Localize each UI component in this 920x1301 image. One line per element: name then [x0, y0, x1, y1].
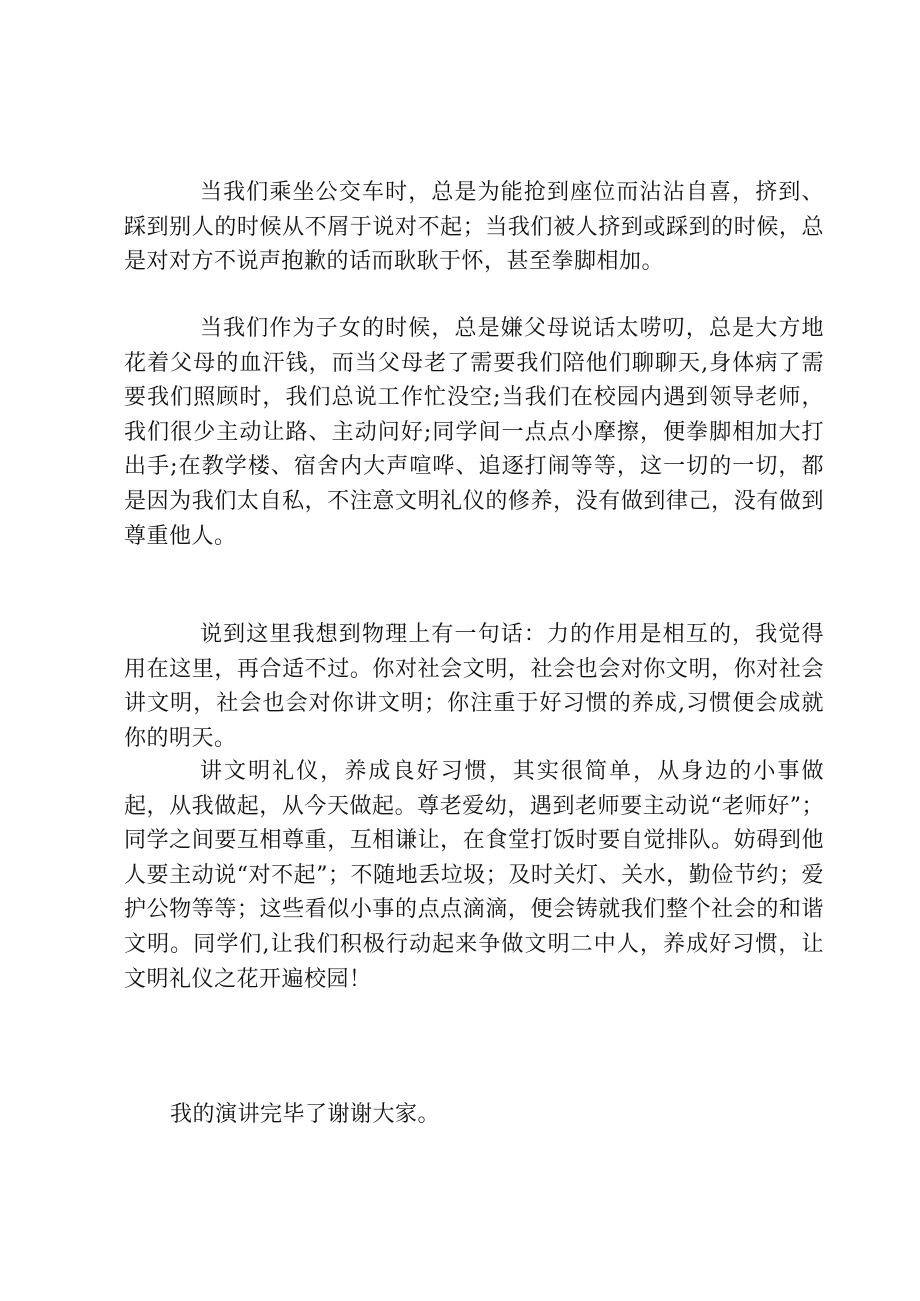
paragraph-physics-analogy: 说到这里我想到物理上有一句话：力的作用是相互的，我觉得用在这里，再合适不过。你对社会文明，社会也会对你文明，你对社会讲文明，社会也会对你讲文明；你注重于好习惯的养成,习惯便会成就你的明天。 [124, 622, 824, 751]
paragraph-call-to-action: 讲文明礼仪，养成良好习惯，其实很简单，从身边的小事做起，从我做起，从今天做起。尊老爱幼，遇到老师要主动说“老师好”；同学之间要互相尊重，互相谦让，在食堂打饭时要自觉排队。妨碍到他人要主动说“对不起”；不随地丢垃圾；及时关灯、关水，勤俭节约；爱护公物等等；这些看似小事的点点滴滴，便会铸就我们整个社会的和谐文明。同学们,让我们积极行动起来争做文明二中人，养成好习惯，让文明礼仪之花开遍校园！ [124, 759, 824, 992]
closing-line: 我的演讲完毕了谢谢大家。 [170, 1102, 441, 1127]
paragraph-bus-etiquette: 当我们乘坐公交车时，总是为能抢到座位而沾沾自喜，挤到、踩到别人的时候从不屑于说对不起；当我们被人挤到或踩到的时候，总是对对方不说声抱歉的话而耿耿于怀，甚至拳脚相加。 [124, 180, 824, 275]
paragraph-parents-teachers: 当我们作为子女的时候，总是嫌父母说话太唠叨，总是大方地花着父母的血汗钱，而当父母老了需要我们陪他们聊聊天,身体病了需要我们照顾时，我们总说工作忙没空;当我们在校园内遇到领导老师，我们很少主动让路、主动问好;同学间一点点小摩擦，便拳脚相加大打出手;在教学楼、宿舍内大声喧哗、追逐打闹等等，这一切的一切，都是因为我们太自私，不注意文明礼仪的修养，没有做到律己，没有做到尊重他人。 [124, 316, 824, 549]
